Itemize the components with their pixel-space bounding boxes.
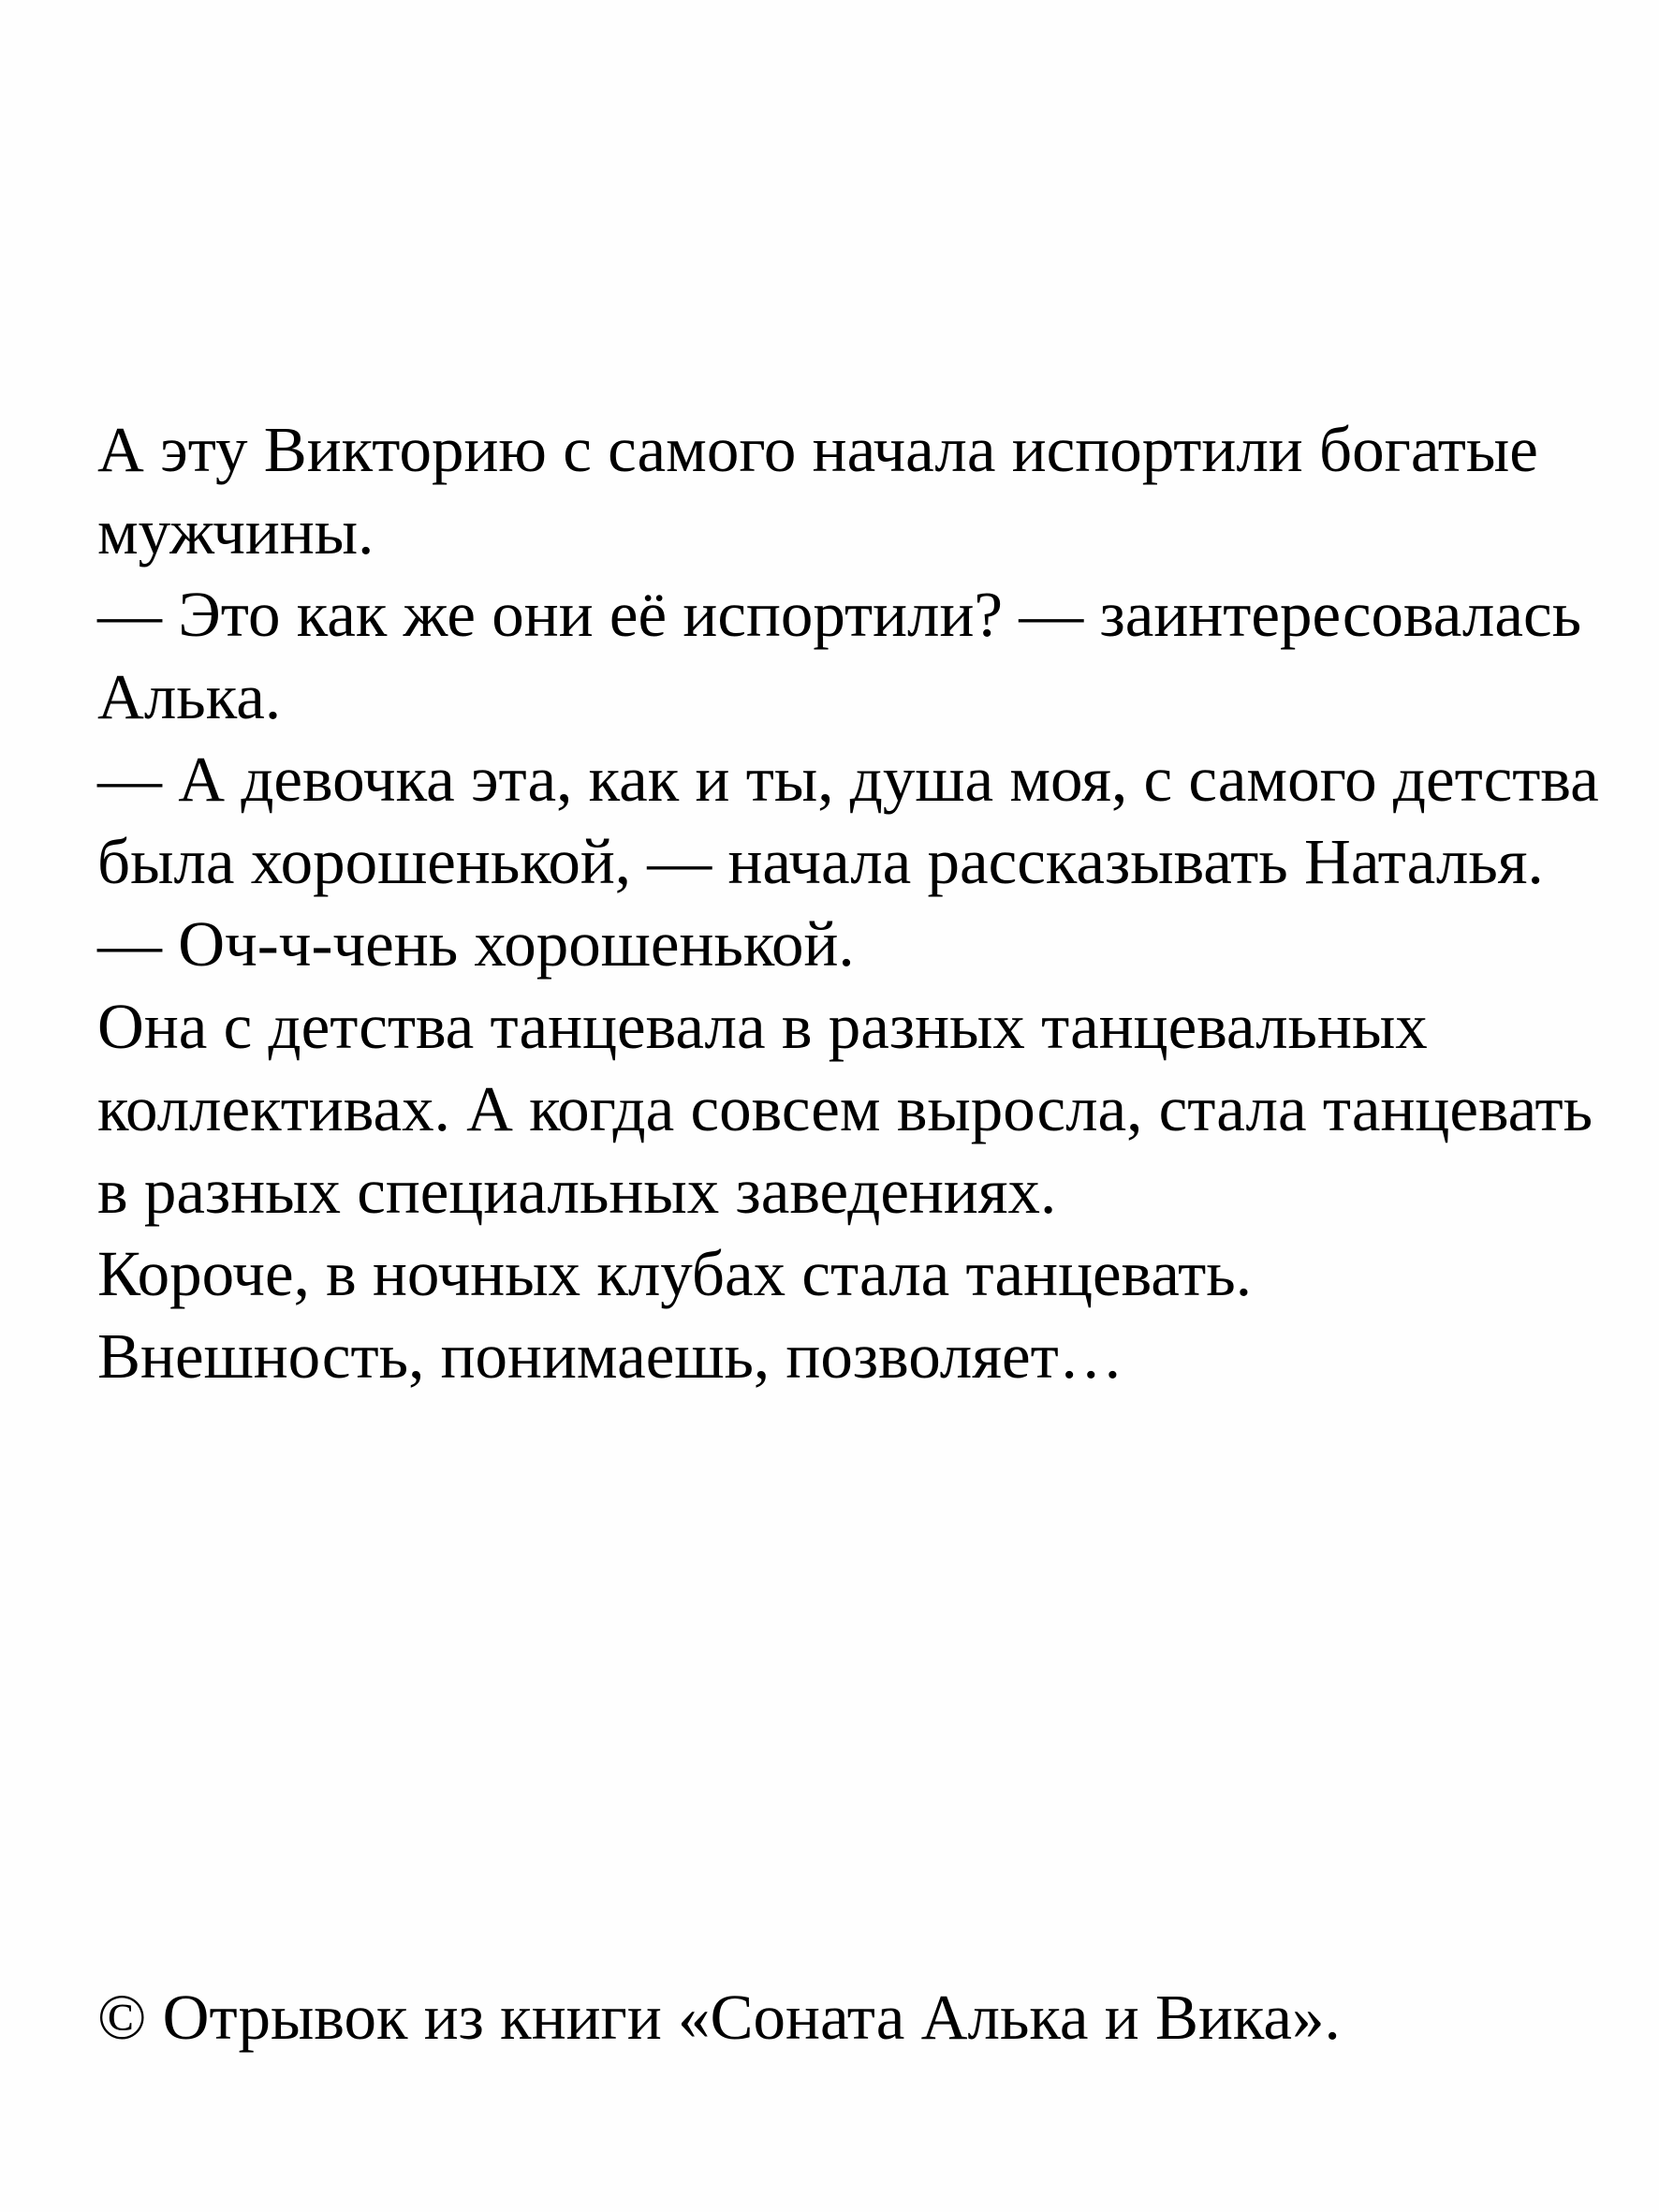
excerpt-line: Алька.: [97, 661, 282, 732]
excerpt-line: была хорошенькой, — начала рассказывать Наталья.: [97, 826, 1544, 897]
excerpt-line: Внешность, понимаешь, позволяет…: [97, 1320, 1123, 1392]
excerpt-line: Короче, в ночных клубах стала танцевать.: [97, 1238, 1253, 1309]
excerpt-line: — Это как же они её испортили? — заинтересовалась: [97, 579, 1582, 650]
excerpt-line: в разных специальных заведениях.: [97, 1156, 1057, 1227]
excerpt-line: — Оч-ч-чень хорошенькой.: [97, 908, 855, 980]
excerpt-line: — А девочка эта, как и ты, душа моя, с самого детства: [97, 744, 1599, 815]
excerpt-line: Она с детства танцевала в разных танцевальных: [97, 991, 1428, 1062]
excerpt-line: А эту Викторию с самого начала испортили богатые: [97, 414, 1538, 485]
excerpt-line: мужчины.: [97, 496, 374, 568]
source-attribution: © Отрывок из книги «Соната Алька и Вика».: [97, 1982, 1341, 2053]
excerpt-line: коллективах. А когда совсем выросла, стала танцевать: [97, 1073, 1593, 1144]
